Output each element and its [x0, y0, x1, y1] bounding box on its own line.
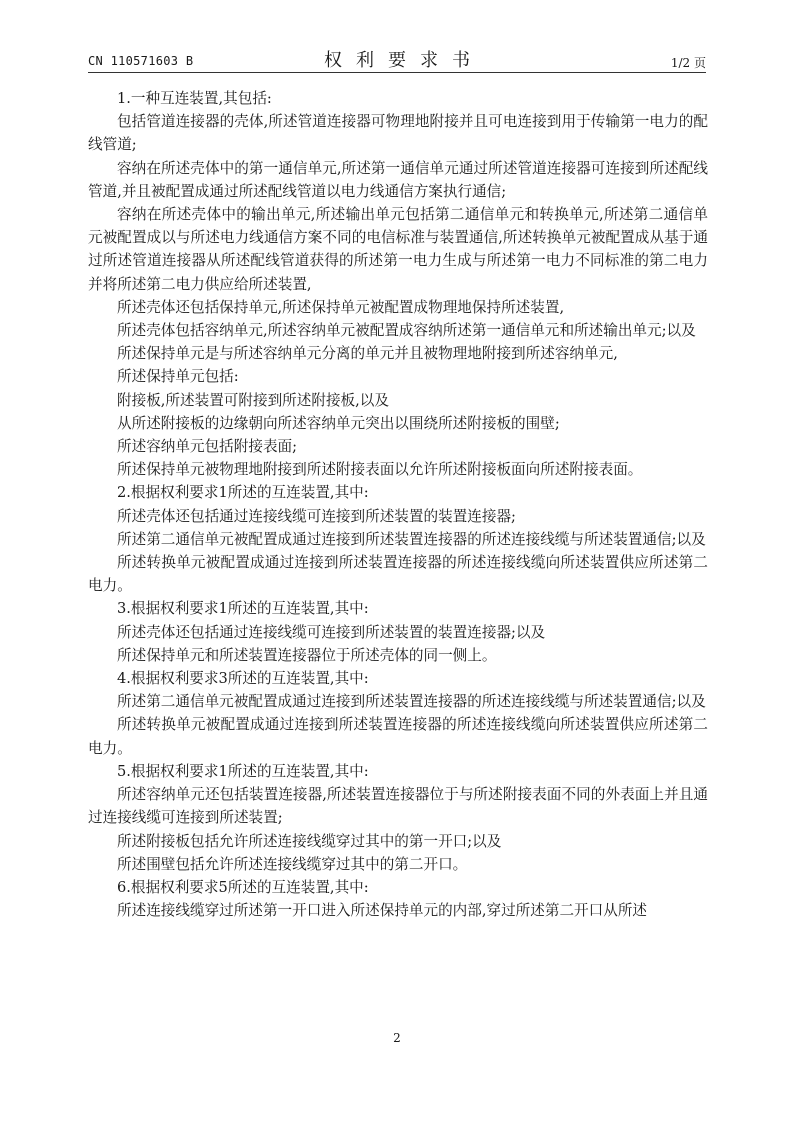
claim-paragraph: 从所述附接板的边缘朝向所述容纳单元突出以围绕所述附接板的围壁; [117, 414, 560, 432]
claim-paragraph: 所述壳体包括容纳单元,所述容纳单元被配置成容纳所述第一通信单元和所述输出单元;以及 [117, 322, 696, 340]
claim-paragraph: 所述保持单元和所述装置连接器位于所述壳体的同一侧上。 [117, 646, 497, 664]
document-title: 权利要求书 [324, 50, 484, 71]
claim-paragraph: 所述附接板包括允许所述连接线缆穿过其中的第一开口;以及 [117, 832, 502, 850]
claim-paragraph: 所述围壁包括允许所述连接线缆穿过其中的第二开口。 [117, 855, 468, 873]
claim-paragraph: 所述壳体还包括通过连接线缆可连接到所述装置的装置连接器; [117, 507, 516, 525]
page-info: 1/2 页 [670, 56, 706, 70]
claim-paragraph: 4.根据权利要求3所述的互连装置,其中: [117, 670, 369, 688]
claim-paragraph: 所述连接线缆穿过所述第一开口进入所述保持单元的内部,穿过所述第二开口从所述 [117, 902, 648, 920]
page-header [88, 44, 706, 73]
page-number: 2 [393, 1031, 401, 1045]
claim-paragraph: 所述转换单元被配置成通过连接到所述装置连接器的所述连接线缆向所述装置供应所述第二电力。 [88, 716, 708, 757]
claim-paragraph: 所述保持单元被物理地附接到所述附接表面以允许所述附接板面向所述附接表面。 [117, 461, 643, 479]
claim-paragraph: 所述保持单元包括: [117, 368, 239, 386]
claim-paragraph: 所述容纳单元包括附接表面; [117, 438, 298, 456]
claim-paragraph: 所述转换单元被配置成通过连接到所述装置连接器的所述连接线缆向所述装置供应所述第二电力。 [88, 554, 708, 595]
claim-paragraph: 容纳在所述壳体中的第一通信单元,所述第一通信单元通过所述管道连接器可连接到所述配线管道,并且被配置成通过所述配线管道以电力线通信方案执行通信; [88, 159, 708, 200]
claim-paragraph: 所述第二通信单元被配置成通过连接到所述装置连接器的所述连接线缆与所述装置通信;以及 [117, 530, 706, 548]
claim-paragraph: 所述容纳单元还包括装置连接器,所述装置连接器位于与所述附接表面不同的外表面上并且通过连接线缆可连接到所述装置; [88, 786, 708, 827]
claim-paragraph: 5.根据权利要求1所述的互连装置,其中: [117, 762, 369, 780]
claims-body [88, 87, 708, 922]
claim-paragraph: 3.根据权利要求1所述的互连装置,其中: [117, 600, 369, 618]
claim-paragraph: 所述壳体还包括通过连接线缆可连接到所述装置的装置连接器;以及 [117, 623, 546, 641]
claim-paragraph: 所述第二通信单元被配置成通过连接到所述装置连接器的所述连接线缆与所述装置通信;以及 [117, 693, 706, 711]
claim-paragraph: 6.根据权利要求5所述的互连装置,其中: [117, 878, 369, 896]
claim-paragraph: 所述壳体还包括保持单元,所述保持单元被配置成物理地保持所述装置, [117, 298, 565, 316]
claim-paragraph: 所述保持单元是与所述容纳单元分离的单元并且被物理地附接到所述容纳单元, [117, 345, 618, 363]
publication-number: CN 110571603 B [88, 54, 194, 68]
claim-paragraph: 包括管道连接器的壳体,所述管道连接器可物理地附接并且可电连接到用于传输第一电力的配线管道; [88, 113, 708, 154]
claim-paragraph: 2.根据权利要求1所述的互连装置,其中: [117, 484, 369, 502]
claim-paragraph: 容纳在所述壳体中的输出单元,所述输出单元包括第二通信单元和转换单元,所述第二通信单元被配置成以与所述电力线通信方案不同的电信标准与装置通信,所述转换单元被配置成从基于通过所述管道连接器从所述配线管道获得的所述第一电力生成与所述第一电力不同标准的第二电力并将所述第二电力供应给所述装置, [88, 206, 708, 293]
claim-paragraph: 附接板,所述装置可附接到所述附接板,以及 [117, 391, 389, 409]
claim-paragraph: 1.一种互连装置,其包括: [117, 90, 272, 107]
